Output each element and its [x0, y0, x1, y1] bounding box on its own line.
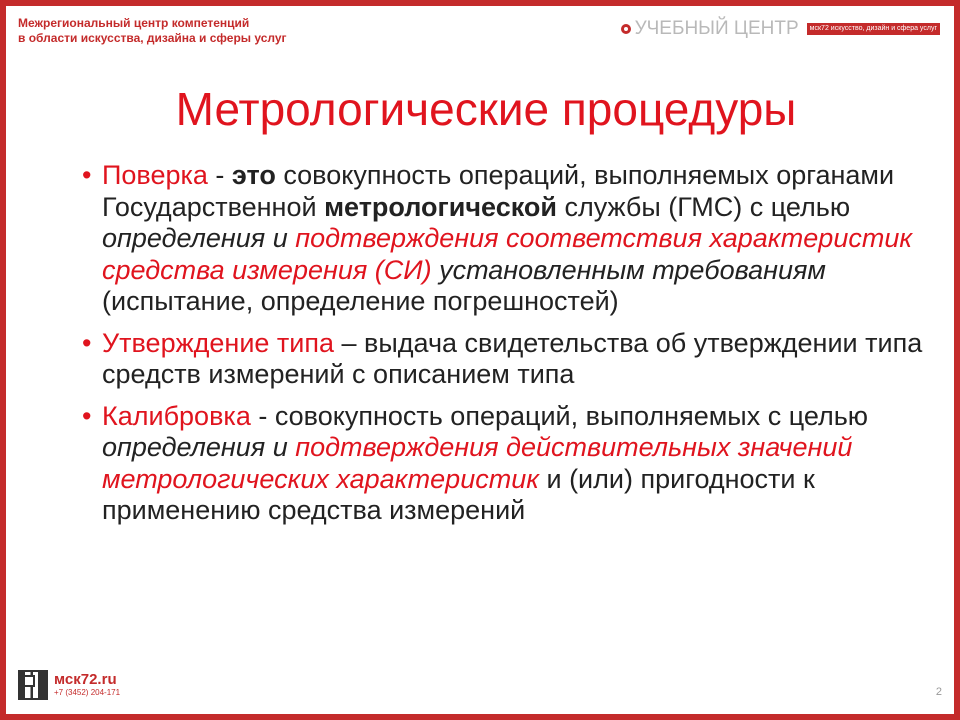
bullet-dot-icon: •: [82, 327, 92, 358]
bullet-text-segment: службы (ГМС) с целью: [556, 191, 851, 222]
bullet-dot-icon: •: [82, 400, 92, 431]
bullet-text-segment: это: [231, 160, 276, 190]
organization-line-2: в области искусства, дизайна и сферы услуг: [18, 31, 287, 45]
bullet-text-segment: Поверка: [102, 160, 208, 190]
bullet-text-segment: и (или) пригодности к применению средства измерений: [102, 463, 815, 525]
brand-name: УЧЕБНЫЙ ЦЕНТР: [634, 18, 799, 39]
bullet-text-segment: определения и: [102, 223, 296, 253]
page-number: 2: [935, 686, 942, 698]
slide-title: Метрологические процедуры: [175, 83, 797, 135]
bullet-text-segment: (испытание, определение погрешностей): [102, 286, 619, 316]
bullet-text-segment: установленным требованиям: [431, 254, 826, 285]
bullet-text-segment: - совокупность операций, выполняемых с целью: [250, 400, 869, 431]
website-link[interactable]: мск72.ru: [54, 671, 117, 688]
bullet-dot-icon: •: [82, 160, 92, 190]
bullet-text-segment: метрологической: [324, 191, 557, 222]
bullet-text-segment: подтверждения соответствия характеристик средства измерения (СИ): [102, 223, 913, 285]
bullet-text-segment: Калибровка: [102, 400, 251, 431]
bullet-item: [82, 328, 932, 391]
bullet-text-segment: – выдача свидетельства об утверждении типа средств измерений с описанием типа: [102, 327, 923, 389]
bullet-item: [82, 401, 932, 527]
bullet-list: [82, 160, 932, 537]
qr-code-icon: [18, 670, 48, 700]
brand-ring-icon: [621, 24, 631, 34]
phone-number: +7 (3452) 204-171: [54, 688, 121, 697]
brand-tag: мск72 искусство, дизайн и сфера услуг: [807, 23, 940, 35]
bullet-text-segment: совокупность операций, выполняемых органами Государственной: [102, 160, 895, 222]
bullet-text-segment: Утверждение типа: [102, 327, 335, 358]
bullet-text-segment: определения и: [102, 432, 296, 462]
brand-logo: [621, 18, 940, 40]
bullet-text-segment: -: [207, 160, 232, 190]
bullet-text-segment: подтверждения действительных значений метрологических характеристик: [102, 432, 853, 494]
organization-line-1: Межрегиональный центр компетенций: [18, 16, 250, 30]
bullet-item: [82, 160, 932, 318]
footer-contacts: [18, 670, 120, 700]
organization-name: [18, 16, 287, 46]
